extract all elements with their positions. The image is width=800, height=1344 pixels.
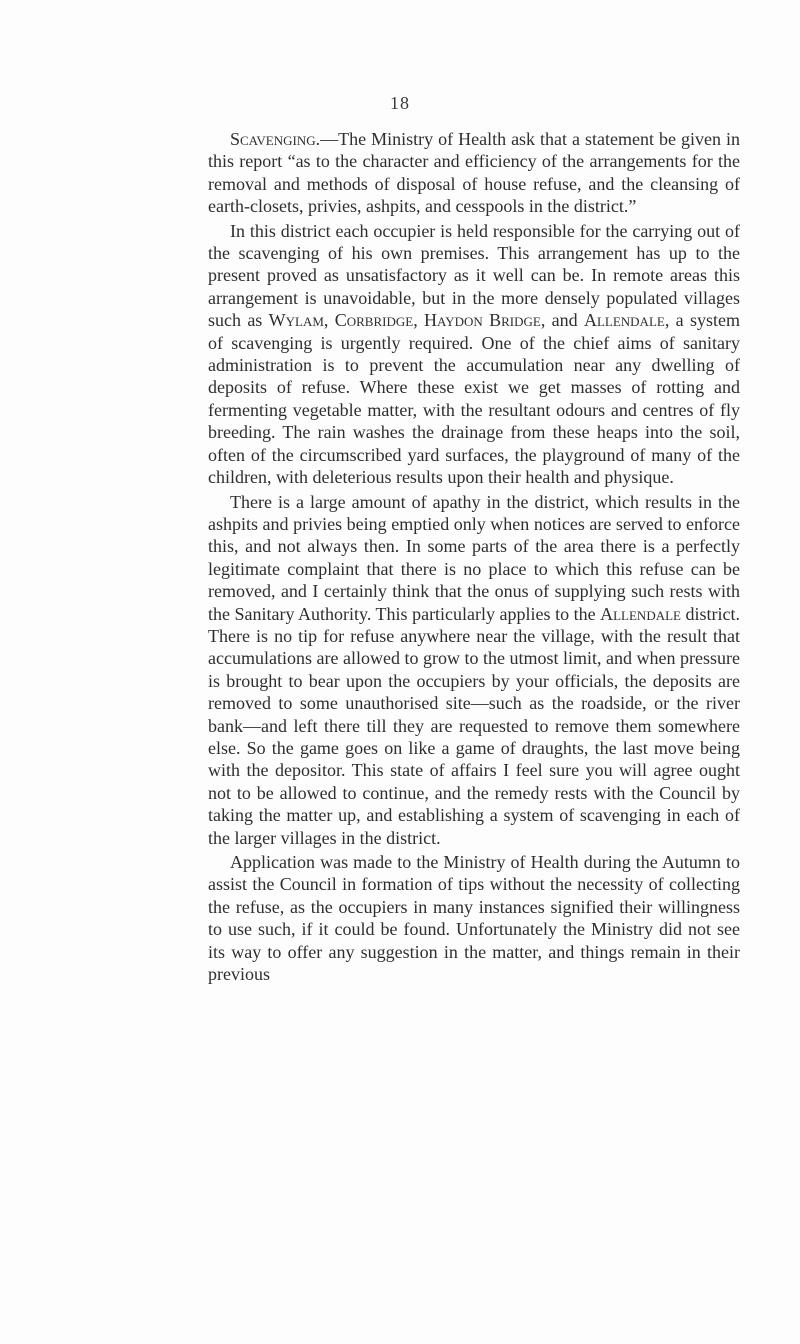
paragraph-apathy <box>208 491 740 850</box>
separator: , <box>323 310 335 331</box>
place-name-haydon-bridge: Haydon Bridge <box>424 310 541 331</box>
body-text <box>208 128 740 987</box>
paragraph-application <box>208 851 740 985</box>
place-name-allendale: Allendale <box>600 603 681 624</box>
paragraph-text: Application was made to the Ministry of Health during the Autumn to assist the Council in formation of tips without the necessity of collecting the refuse, as the occupiers in many instances signified their willingness to use such, if it could be found. Unfortunately the Ministry did not see its way to offer any suggestion in the matter, and things remain in their previous <box>208 852 740 985</box>
paragraph-text: district. There is no tip for refuse anywhere near the village, with the result that accumulations are allowed to grow to the utmost limit, and when pressure is brought to bear upon the occupiers by your officials, the deposits are removed to some unauthorised site—such as the roadside, or the river bank—and left there till they are requested to remove them somewhere else. So the game goes on like a game of draughts, the last move being with the depositor. This state of affairs I feel sure you will agree ought not to be allowed to continue, and the remedy rests with the Council by taking the matter up, and establishing a system of scavenging in each of the larger villages in the district. <box>208 603 740 848</box>
section-intro-text: —The Ministry of Health ask that a statement be given in this report “as to the character and efficiency of the arrangements for the removal and methods of disposal of house refuse, and the cleansing of earth-closets, privies, ashpits, and cesspools in the district.” <box>208 129 740 217</box>
separator: , and <box>540 310 584 331</box>
page-number: 18 <box>390 93 410 113</box>
paragraph-occupier-responsibility <box>208 220 740 489</box>
paragraph-scavenging <box>208 128 740 218</box>
paragraph-text: In this district each occupier is held responsible for the carrying out of the scavenging of his own premises. This arrangement has up to the present proved as unsatisfactory as it well can be. In remote areas this arrangement is unavoidable, but in the more densely populated villages such as <box>208 220 740 331</box>
place-name-allendale: Allendale <box>583 310 665 331</box>
place-name-wylam: Wylam <box>268 310 324 331</box>
paragraph-text: There is a large amount of apathy in the district, which results in the ashpits and privies being emptied only when notices are served to enforce this, and not always then. In some parts of the area there is a perfectly legitimate complaint that there is no place to which this refuse can be removed, and I certainly think that the onus of supplying such rests with the Sanitary Authority. This particularly applies to the <box>208 491 740 624</box>
paragraph-text: , a system of scavenging is urgently required. One of the chief aims of sanitary administration is to prevent the accumulation near any dwelling of deposits of refuse. Where these exist we get masses of rotting and fermenting vegetable matter, with the resultant odours and centres of fly breeding. The rain washes the drainage from these heaps into the soil, often of the circumscribed yard surfaces, the playground of many of the children, with deleterious results upon their health and physique. <box>208 310 740 488</box>
place-name-corbridge: Corbridge <box>334 310 414 331</box>
separator: , <box>413 310 425 331</box>
section-heading: Scavenging. <box>230 129 321 149</box>
